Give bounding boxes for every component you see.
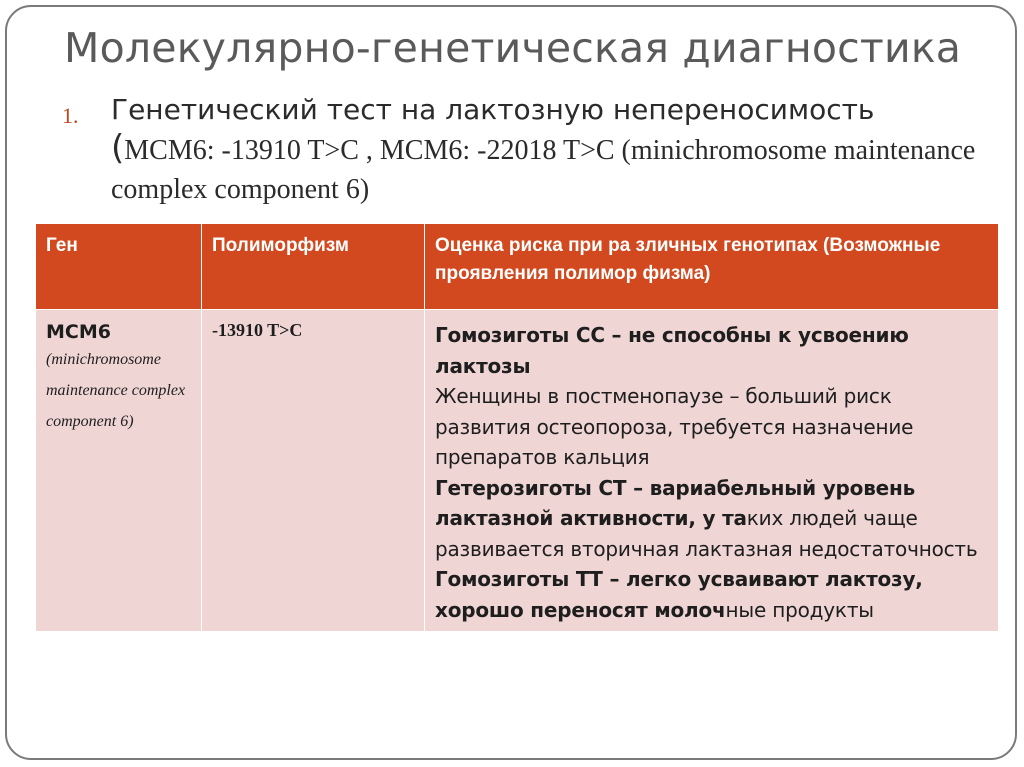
risk-ct-heading: Гетерозиготы СТ – вариабельный уровень лактазной активности, у та [435,475,916,530]
genotype-risk-table [35,223,999,632]
gene-name: MCM6 [46,321,111,343]
risk-cc-heading: Гомозиготы СС – не способны к усвоению лактозы [435,323,909,378]
list-item-text [111,91,991,209]
risk-cc-note: Женщины в постменопаузе – больший риск развития остеопороза, требуется назначение препаратов кальция [435,384,914,469]
cell-polymorphism [202,310,425,632]
table-header-row [36,224,999,310]
gene-description: (minichromosome maintenance complex component 6) [46,351,186,430]
list-item-main-text: Генетический тест на лактозную непереносимость [111,93,875,126]
list-item-number: 1. [62,103,79,128]
list-item-codes: MCM6: -13910 T>C , MCM6: -22018 T>C (minichromosome maintenance complex component 6) [111,135,976,205]
risk-tt-heading: Гомозиготы ТТ – легко усваивают лактозу, хорошо переносят молоч [435,567,923,622]
header-polymorphism: Полиморфизм [202,224,425,310]
cell-gene [36,310,202,632]
list-item-paren: ( [111,128,125,168]
header-gene: Ген [36,224,202,310]
header-risk: Оценка риска при ра зличных генотипах (Возможные проявления полимор физма) [425,224,999,310]
cell-risk [425,310,999,632]
slide-title: Молекулярно-генетическая диагностика [64,24,962,72]
polymorphism-value: -13910 T>C [212,320,303,340]
risk-ct-rest: ких людей чаще развивается вторичная лактазная недостаточность [435,506,978,561]
risk-tt-rest: ные продукты [725,597,874,622]
table-row [36,310,999,632]
